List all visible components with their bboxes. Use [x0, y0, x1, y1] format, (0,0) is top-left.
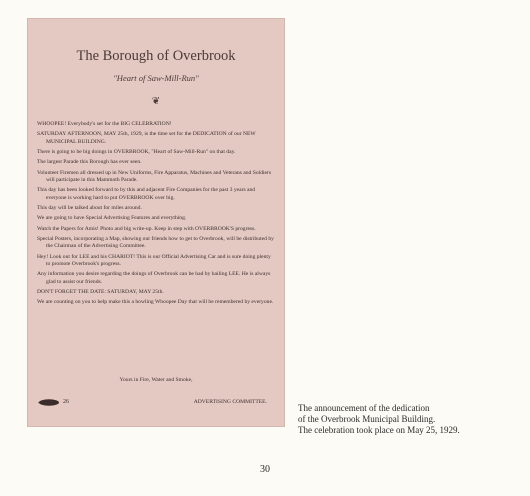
document-subtitle: "Heart of Saw-Mill-Run": [113, 73, 199, 83]
paragraph: Hey! Look out for LEE and his CHARIOT! This is our Official Advertising Car and is sure doing plenty to promote Overbrook's progress.: [37, 253, 271, 267]
paragraph: This day will be talked about for miles around.: [37, 204, 142, 211]
paragraph: DON'T FORGET THE DATE: SATURDAY, MAY 25th.: [37, 288, 164, 295]
paragraph: The largest Parade this Borough has ever seen.: [37, 159, 142, 166]
document-body: [37, 121, 275, 310]
paragraph: SATURDAY AFTERNOON, MAY 25th, 1929, is the time set for the DEDICATION of our NEW MUNICIPAL BUILDING.: [37, 131, 256, 145]
paragraph: We are counting on you to help make this a howling Whoopee Day that will be remembered by everyone.: [37, 299, 274, 306]
footer-number: 26: [63, 399, 69, 405]
paragraph: WHOOPEE! Everybody's set for the BIG CELEBRATION!: [37, 121, 172, 127]
paragraph: Special Posters, incorporating a Map, showing our friends how to get to Overbrook, will be distributed by the Chairman of the Advertising Committee.: [37, 236, 274, 250]
closing-line: Yours in Fire, Water and Smoke,: [119, 377, 193, 383]
announcement-document: [27, 18, 285, 427]
paragraph: We are going to have Special Advertising Features and everything.: [37, 215, 187, 222]
caption-line: The celebration took place on May 25, 1929.: [298, 425, 460, 435]
paragraph: There is going to be big doings in OVERBROOK, "Heart of Saw-Mill-Run" on that day.: [37, 148, 236, 155]
page-number: 30: [260, 464, 270, 475]
caption-line: The announcement of the dedication: [298, 403, 430, 413]
caption-line: of the Overbrook Municipal Building.: [298, 414, 436, 424]
paragraph: Any information you desire regarding the doings of Overbrook can be had by hailing LEE. He is always glad to assist our friends.: [37, 271, 271, 285]
paragraph: Volunteer Firemen all dressed up in New Uniforms, Fire Apparatus, Machines and Veterans and Soldiers will participate in this Mammoth Parade.: [37, 169, 272, 183]
ornament-icon: ❦: [151, 96, 161, 107]
paragraph: Watch the Papers for Amis! Photo and big write-up. Keep in step with OVERBROOK'S progress.: [37, 225, 256, 232]
figure-caption: [298, 403, 523, 436]
paragraph: This day has been looked forward to by this and adjacent Fire Companies for the past 3 years and everyone is working hard to put OVERBROOK over big.: [37, 187, 256, 201]
footer-signature: ADVERTISING COMMITTEE.: [193, 399, 267, 405]
document-title: The Borough of Overbrook: [76, 48, 236, 64]
document-footer: [37, 398, 275, 408]
